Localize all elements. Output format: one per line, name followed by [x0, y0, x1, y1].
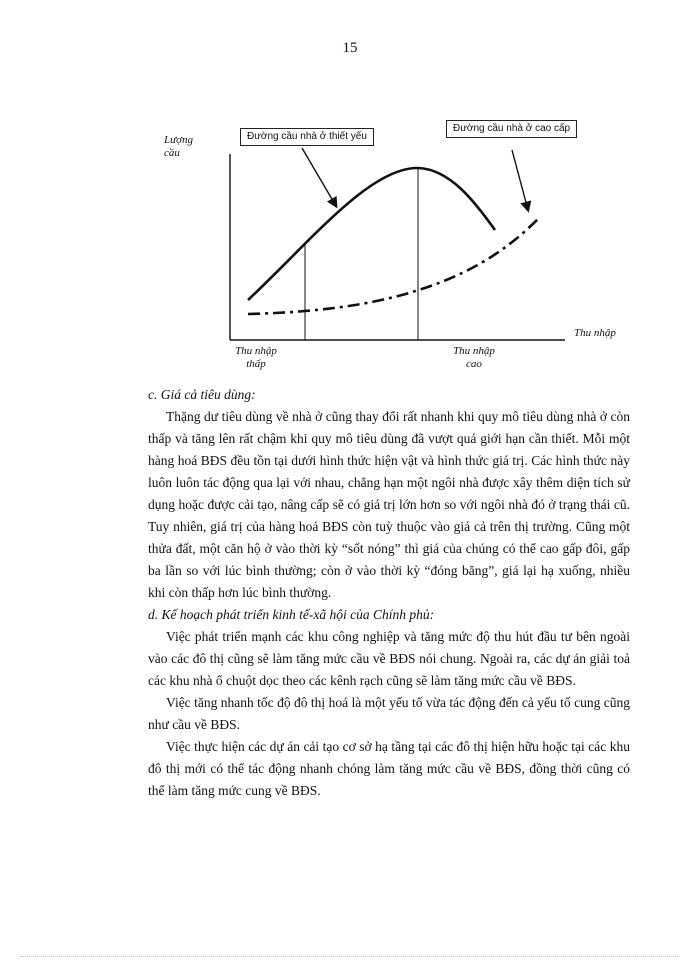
section-c-paragraph: Thặng dư tiêu dùng về nhà ở cũng thay đổi rất nhanh khi quy mô tiêu dùng nhà ở còn thấp và tăng lên rất chậm khi quy mô tiêu dùng đã vượt quá giới hạn cần thiết. Mỗi một hàng hoá BĐS đều tồn tại dưới hình thức hiện vật và hình thức giá trị. Các hình thức này luôn luôn tác động qua lại với nhau, chẳng hạn một ngôi nhà được xây thêm diện tích sử dụng hoặc được cải tạo, nâng cấp sẽ có giá trị lớn hơn so với ngôi nhà đó ở trạng thái cũ. Tuy nhiên, giá trị của hàng hoá BĐS còn tuỳ thuộc vào giá cả trên thị trường. Cũng một thửa đất, một căn hộ ở vào thời kỳ “sốt nóng” thì giá của chúng có thể cao gấp đôi, gấp ba lần so với lúc bình thường; còn ở vào thời kỳ “đóng băng”, giá lại hạ xuống, nhiều khi còn thấp hơn lúc bình thường.: [148, 409, 630, 600]
y-axis-label: Lượng cầu: [164, 134, 193, 159]
essential-callout-arrow: [302, 148, 336, 206]
section-d-paragraph-1: Việc phát triển mạnh các khu công nghiệp và tăng mức độ thu hút đầu tư bên ngoài vào các đô thị cũng sẽ làm tăng mức cầu về BĐS nói chung. Ngoài ra, các dự án giải toả các khu nhà ổ chuột dọc theo các kênh rạch cũng sẽ làm tăng mức cầu về BĐS.: [148, 629, 630, 688]
x-tick-high-income: Thu nhập cao: [453, 345, 495, 370]
section-d-paragraph-3: Việc thực hiện các dự án cải tạo cơ sở hạ tầng tại các đô thị hiện hữu hoặc tại các khu đô thị mới có thể tác động nhanh chóng làm tăng mức cầu về BĐS, đồng thời cũng có thể làm tăng mức cung về BĐS.: [148, 739, 630, 798]
demand-curve-figure: [160, 112, 640, 382]
body-text: [148, 384, 630, 802]
section-d-heading: d. Kế hoạch phát triển kinh tế-xã hội của Chính phủ:: [148, 607, 435, 622]
page-number: 15: [342, 40, 358, 56]
x-axis-label: Thu nhập: [574, 327, 616, 339]
section-c-heading: c. Giá cả tiêu dùng:: [148, 387, 256, 402]
page-bottom-border: [20, 956, 680, 957]
callout-essential-demand: Đường cầu nhà ở thiết yếu: [240, 128, 374, 146]
callout-luxury-demand: Đường cầu nhà ở cao cấp: [446, 120, 577, 138]
luxury-demand-curve: [248, 219, 538, 314]
section-d-paragraph-2: Việc tăng nhanh tốc độ đô thị hoá là một yếu tố vừa tác động đến cả yếu tố cung cũng như cầu về BĐS.: [148, 695, 630, 732]
essential-demand-curve: [248, 168, 495, 300]
demand-curve-diagram: [160, 112, 640, 382]
x-tick-low-income: Thu nhập thấp: [235, 345, 277, 370]
luxury-callout-arrow: [512, 150, 528, 210]
